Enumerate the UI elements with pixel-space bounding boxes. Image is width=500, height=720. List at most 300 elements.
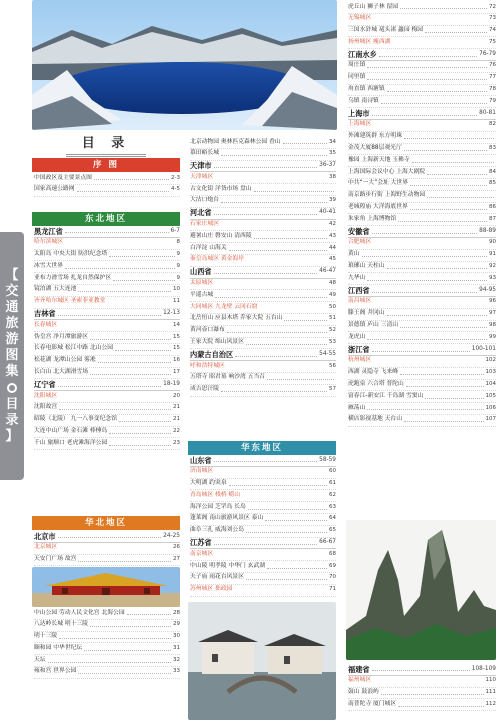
toc-entry[interactable] (34, 438, 180, 450)
dot-leader (372, 112, 478, 116)
dot-leader (367, 277, 487, 281)
toc-page-number: 15 (173, 333, 180, 340)
dot-leader (267, 565, 327, 569)
toc-page-number: 12-13 (163, 310, 180, 317)
toc-page-number: 75 (489, 38, 496, 45)
toc-page-number: 26 (173, 544, 180, 551)
toc-section-heading[interactable] (348, 49, 496, 61)
dot-leader (98, 359, 171, 363)
dot-leader (214, 270, 318, 274)
toc-page-number: 63 (329, 503, 336, 510)
col2-list-top (190, 137, 336, 397)
dot-leader (214, 164, 318, 168)
toc-entry-title: 大明湖 趵突泉 (190, 480, 227, 487)
toc-page-number: 11 (173, 298, 180, 305)
toc-entry[interactable] (190, 243, 336, 255)
toc-entry[interactable] (348, 297, 496, 309)
toc-page-number: 110 (485, 677, 496, 684)
toc-entry-title: 蓬莱阁 南山旅游风景区 泰山 (190, 515, 264, 522)
toc-page-number: 20 (173, 392, 180, 399)
dot-leader (404, 147, 487, 151)
dot-leader (235, 353, 317, 357)
col3-list-top (348, 2, 496, 427)
dot-leader (65, 229, 169, 233)
preface-list (34, 173, 180, 197)
side-tab-char: 通 (5, 300, 19, 315)
side-tab-char: 【 (5, 268, 19, 283)
toc-page-number: 86 (489, 204, 496, 211)
dot-leader (90, 336, 171, 340)
toc-entry-title: 山西省 (190, 267, 212, 277)
photo-crater-lake (32, 0, 337, 130)
toc-entry-title: 昭陵（北陵） 九一八事变纪念馆 (34, 416, 117, 423)
dot-leader (214, 458, 318, 462)
toc-entry[interactable] (348, 415, 496, 427)
toc-entry[interactable] (348, 699, 496, 711)
toc-entry[interactable] (34, 285, 180, 297)
toc-entry[interactable] (34, 632, 180, 644)
toc-page-number: 35 (329, 150, 336, 157)
toc-page-number: 14 (173, 321, 180, 328)
toc-entry-title: 无锡城区 (348, 15, 372, 22)
toc-entry-title: 大沽口炮台 (190, 197, 219, 204)
dot-leader (90, 371, 171, 375)
toc-entry-title: 国家高速公路网 (34, 186, 75, 193)
col3-list-bottom (348, 664, 496, 711)
toc-entry[interactable] (190, 490, 336, 502)
toc-page-number: 9 (176, 274, 180, 281)
side-tab-char: 集 (5, 364, 19, 379)
toc-entry-title: 古文化街 洋货市场 盘山 (190, 185, 252, 192)
toc-entry-title: 同里镇 (348, 74, 366, 81)
dot-leader (400, 5, 487, 9)
toc-section-heading[interactable] (34, 531, 180, 543)
toc-entry-title: 南京路步行街 上海野生动物园 (348, 192, 426, 199)
toc-entry[interactable] (34, 238, 180, 250)
toc-entry[interactable] (34, 344, 180, 356)
toc-section-heading[interactable] (190, 349, 336, 361)
dot-leader (254, 235, 327, 239)
banner-dongbei: 东北地区 (32, 212, 180, 226)
toc-entry[interactable] (34, 261, 180, 273)
banner-preface: 序 图 (32, 158, 180, 172)
toc-page-number: 60 (329, 468, 336, 475)
toc-entry[interactable] (190, 302, 336, 314)
photo-mountain-peaks (346, 520, 496, 660)
dot-leader (387, 88, 487, 92)
toc-entry[interactable] (348, 96, 496, 108)
banner-huabei: 华北地区 (32, 516, 180, 530)
toc-title (32, 132, 180, 157)
toc-entry-title: 安徽省 (348, 226, 370, 236)
toc-entry[interactable] (348, 26, 496, 38)
toc-section-heading[interactable] (190, 267, 336, 279)
toc-page-number: 49 (329, 291, 336, 298)
dot-leader (229, 247, 327, 251)
toc-entry-title: 大连中山广场 金石滩 棒棰岛 (34, 428, 108, 435)
dot-leader (227, 329, 327, 333)
toc-entry-title: 伪皇宫 净月潭旅游区 (34, 333, 89, 340)
toc-entry[interactable] (34, 173, 180, 185)
toc-entry[interactable] (348, 380, 496, 392)
toc-entry[interactable] (348, 403, 496, 415)
toc-page-number: 102 (485, 357, 496, 364)
toc-entry-title: 曲阜三孔 威海刘公岛 (190, 527, 245, 534)
toc-entry-title: 颐和园 中华世纪坛 (34, 644, 83, 651)
side-tab-char: 录 (5, 413, 19, 428)
photo-forbidden-city (32, 567, 180, 607)
toc-entry[interactable] (34, 297, 180, 309)
toc-entry-title: 五塔寺 昭君墓 响沙湾 五当召 (190, 374, 266, 381)
toc-page-number: 70 (329, 574, 336, 581)
toc-entry[interactable] (348, 179, 496, 191)
toc-entry[interactable] (34, 427, 180, 439)
toc-page-number: 80-81 (479, 109, 496, 116)
dot-leader (94, 176, 169, 180)
toc-entry[interactable] (348, 155, 496, 167)
toc-entry[interactable] (190, 502, 336, 514)
toc-entry[interactable] (34, 555, 180, 567)
toc-entry[interactable] (34, 655, 180, 667)
toc-page-number: 51 (329, 315, 336, 322)
toc-entry-title: 上海市 (348, 108, 370, 118)
toc-page-number: 72 (489, 3, 496, 10)
toc-section-heading[interactable] (348, 344, 496, 356)
toc-page-number: 42 (329, 221, 336, 228)
toc-entry-title: 黄河壶口瀑布 (190, 327, 225, 334)
toc-page-number: 46-47 (319, 268, 336, 275)
toc-page-number: 28 (173, 609, 180, 616)
toc-entry[interactable] (34, 620, 180, 632)
toc-entry-title: 王家大院 绵山风景区 (190, 339, 245, 346)
toc-page-number: 32 (173, 656, 180, 663)
toc-page-number: 69 (329, 562, 336, 569)
toc-entry-title: 南京城区 (190, 550, 214, 557)
toc-entry-title: 北岳恒山 应县木塔 乔家大院 五台山 (190, 315, 283, 322)
toc-entry[interactable] (190, 549, 336, 561)
dongbei-list (34, 226, 180, 450)
dot-leader (59, 635, 171, 639)
toc-entry-title: 吉林省 (34, 309, 56, 319)
toc-entry[interactable] (348, 309, 496, 321)
toc-section-heading[interactable] (190, 455, 336, 467)
toc-entry-title: 江西省 (348, 285, 370, 295)
toc-page-number: 43 (329, 232, 336, 239)
toc-entry-title: 齐齐哈尔城区 圣索菲亚教堂 (34, 298, 106, 305)
toc-entry[interactable] (190, 361, 336, 373)
toc-entry-title: 雁荡山 (348, 404, 366, 411)
toc-entry[interactable] (348, 273, 496, 285)
toc-entry-title: 平遥古城 (190, 291, 214, 298)
toc-entry-title: 避暑山庄 磐安山 清西陵 (190, 232, 252, 239)
toc-entry-title: 中国政区及主要景点图 (34, 174, 92, 181)
toc-entry-title: 石家庄城区 (190, 221, 219, 228)
toc-entry[interactable] (190, 279, 336, 291)
toc-entry[interactable] (348, 167, 496, 179)
toc-entry-title: 雍和宫 世界公园 (34, 668, 77, 675)
side-tab-dot-icon (7, 383, 17, 393)
toc-entry[interactable] (348, 61, 496, 73)
toc-page-number: 82 (489, 121, 496, 128)
dot-leader (425, 29, 487, 33)
toc-page-number: 10 (173, 286, 180, 293)
toc-entry[interactable] (348, 191, 496, 203)
toc-entry[interactable] (348, 688, 496, 700)
dot-leader (65, 265, 175, 269)
toc-entry[interactable] (348, 368, 496, 380)
toc-page-number: 111 (485, 689, 496, 696)
toc-section-heading[interactable] (190, 208, 336, 220)
toc-entry-title: 大同城区 九龙壁 云冈石窟 (190, 303, 258, 310)
toc-entry[interactable] (34, 332, 180, 344)
dot-leader (372, 348, 470, 352)
toc-page-number: 54-55 (319, 350, 336, 357)
dot-leader (410, 206, 487, 210)
dot-leader (404, 418, 483, 422)
toc-page-number: 76-79 (479, 50, 496, 57)
toc-entry[interactable] (190, 326, 336, 338)
toc-entry[interactable] (190, 467, 336, 479)
toc-entry-title: 河北省 (190, 208, 212, 218)
toc-entry[interactable] (190, 585, 336, 597)
toc-page-number: 17 (173, 369, 180, 376)
toc-entry[interactable] (348, 120, 496, 132)
toc-entry[interactable] (34, 356, 180, 368)
toc-section-heading[interactable] (348, 664, 496, 676)
dot-leader (400, 324, 487, 328)
huabei-list-bottom (34, 608, 180, 679)
toc-entry-title: 三国水浒城 鼋头渚 蠡园 梅园 (348, 27, 424, 34)
toc-entry[interactable] (34, 391, 180, 403)
toc-entry-title: 黑龙江省 (34, 226, 63, 236)
toc-entry[interactable] (34, 403, 180, 415)
toc-page-number: 65 (329, 527, 336, 534)
toc-page-number: 64 (329, 515, 336, 522)
huabei-list-top (34, 531, 180, 566)
toc-page-number: 88-89 (479, 227, 496, 234)
toc-entry-title: 济南城区 (190, 468, 214, 475)
toc-section-heading[interactable] (34, 379, 180, 391)
toc-entry[interactable] (348, 321, 496, 333)
toc-entry[interactable] (190, 220, 336, 232)
toc-page-number: 79 (489, 97, 496, 104)
toc-entry-title: 黄山 (348, 251, 360, 258)
toc-entry[interactable] (34, 320, 180, 332)
toc-entry-title: 老城隍庙 大洋海底世界 (348, 204, 408, 211)
toc-entry[interactable] (190, 479, 336, 491)
toc-entry[interactable] (190, 137, 336, 149)
dot-leader (109, 442, 171, 446)
toc-page-number: 56 (329, 362, 336, 369)
dot-leader (398, 703, 483, 707)
toc-page-number: 39 (329, 197, 336, 204)
toc-entry[interactable] (34, 543, 180, 555)
toc-entry-title: 杭州城区 (348, 357, 372, 364)
toc-entry-title: 北京城区 (34, 544, 58, 551)
toc-page-number: 66-67 (319, 539, 336, 546)
toc-entry[interactable] (190, 255, 336, 267)
toc-page-number: 21 (173, 404, 180, 411)
toc-entry[interactable] (348, 262, 496, 274)
toc-entry[interactable] (190, 290, 336, 302)
toc-entry[interactable] (34, 273, 180, 285)
toc-entry-title: 金茂大厦88层观光厅 (348, 145, 402, 152)
toc-entry-title: 豫园 上海新天地 玉佛寺 (348, 156, 410, 163)
dot-leader (127, 611, 171, 615)
toc-entry[interactable] (190, 172, 336, 184)
toc-entry-title: 福州城区 (348, 677, 372, 684)
toc-entry-title: 周庄镇 (348, 62, 366, 69)
toc-entry[interactable] (34, 608, 180, 620)
toc-page-number: 44 (329, 244, 336, 251)
toc-section-heading[interactable] (190, 161, 336, 173)
toc-entry-title: 江苏省 (190, 538, 212, 548)
toc-entry[interactable] (348, 238, 496, 250)
side-tab (0, 232, 24, 480)
toc-entry[interactable] (348, 2, 496, 14)
toc-section-heading[interactable] (348, 226, 496, 238)
toc-entry[interactable] (190, 231, 336, 243)
side-tab-char: 交 (5, 284, 19, 299)
toc-entry[interactable] (348, 332, 496, 344)
toc-entry-title: 朱家角 上海博物馆 (348, 215, 397, 222)
toc-entry[interactable] (190, 373, 336, 385)
toc-entry-title: 甪直镇 西塘镇 (348, 86, 385, 93)
toc-page-number: 15 (173, 345, 180, 352)
toc-entry[interactable] (34, 368, 180, 380)
dot-leader (427, 194, 494, 198)
toc-page-number: 78 (489, 86, 496, 93)
toc-entry-title: 千山 旅顺口 老虎滩海洋公园 (34, 439, 108, 446)
toc-entry-title: 成吉思汗陵 (190, 386, 219, 393)
dot-leader (78, 288, 171, 292)
toc-entry[interactable] (190, 385, 336, 397)
toc-entry-title: 浙江省 (348, 344, 370, 354)
toc-entry-title: 福建省 (348, 664, 370, 674)
dot-leader (221, 199, 327, 203)
toc-page-number: 45 (329, 256, 336, 263)
toc-entry[interactable] (348, 676, 496, 688)
toc-entry-title: 海洋公园 芝罘岛 长岛 (190, 503, 246, 510)
toc-page-number: 57 (329, 386, 336, 393)
toc-section-heading[interactable] (348, 285, 496, 297)
toc-entry[interactable] (348, 37, 496, 49)
toc-entry[interactable] (190, 338, 336, 350)
toc-entry[interactable] (348, 73, 496, 85)
dot-leader (406, 383, 484, 387)
toc-entry[interactable] (190, 149, 336, 161)
toc-entry[interactable] (348, 356, 496, 368)
toc-entry[interactable] (190, 561, 336, 573)
toc-entry-title: 南昌城区 (348, 298, 372, 305)
toc-entry-title: 镜泊湖 五大连池 (34, 286, 77, 293)
toc-page-number: 84 (489, 168, 496, 175)
toc-entry-title: 天安门广场 故宫 (34, 556, 77, 563)
side-tab-char: 目 (5, 397, 19, 412)
toc-entry-title: 九华山 (348, 274, 366, 281)
dot-leader (84, 647, 171, 651)
toc-page-number: 62 (329, 491, 336, 498)
toc-entry[interactable] (34, 250, 180, 262)
toc-entry[interactable] (34, 415, 180, 427)
toc-section-heading[interactable] (348, 108, 496, 120)
dot-leader (113, 277, 174, 281)
toc-page-number: 23 (173, 439, 180, 446)
toc-page-number: 31 (173, 644, 180, 651)
toc-entry-title: 长白山 北大湖滑雪场 (34, 369, 89, 376)
dot-leader (427, 171, 487, 175)
toc-page-number: 105 (485, 392, 496, 399)
toc-page-number: 27 (173, 556, 180, 563)
toc-entry[interactable] (34, 667, 180, 679)
dot-leader (367, 406, 483, 410)
toc-entry-title: 景德镇 庐山 三清山 (348, 322, 399, 329)
toc-entry[interactable] (34, 185, 180, 197)
toc-entry[interactable] (348, 144, 496, 156)
dot-leader (398, 218, 487, 222)
toc-entry-title: 外滩建筑群 东方明珠 (348, 133, 403, 140)
dot-leader (254, 188, 334, 192)
toc-section-heading[interactable] (34, 309, 180, 321)
toc-entry[interactable] (34, 643, 180, 655)
toc-entry[interactable] (190, 184, 336, 196)
toc-entry-title: 横店影视基地 天台山 (348, 416, 403, 423)
toc-page-number: 50 (329, 303, 336, 310)
toc-entry-title: 白洋淀 山海关 (190, 244, 227, 251)
toc-page-number: 53 (329, 339, 336, 346)
toc-entry[interactable] (190, 573, 336, 585)
toc-page-number: 29 (173, 621, 180, 628)
toc-page-number: 91 (489, 251, 496, 258)
toc-entry[interactable] (348, 14, 496, 26)
dot-leader (109, 253, 174, 257)
toc-entry-title: 苏州城区 拙政园 (190, 586, 233, 593)
toc-section-heading[interactable] (34, 226, 180, 238)
toc-entry[interactable] (348, 250, 496, 262)
toc-section-heading[interactable] (190, 538, 336, 550)
toc-entry-title: 明十三陵 (34, 633, 58, 640)
toc-page-number: 100-101 (471, 345, 496, 352)
toc-entry[interactable] (190, 314, 336, 326)
toc-entry-title: 北京市 (34, 531, 56, 541)
toc-entry[interactable] (190, 196, 336, 208)
toc-page-number: 8 (176, 239, 180, 246)
dot-leader (425, 395, 483, 399)
dot-leader (59, 406, 171, 410)
toc-entry-title: 富春江-新安江 千岛湖 雪窦山 (348, 392, 424, 399)
toc-page-number: 16 (173, 357, 180, 364)
toc-entry[interactable] (190, 526, 336, 538)
toc-page-number: 76 (489, 62, 496, 69)
toc-entry[interactable] (348, 391, 496, 403)
toc-page-number: 58-59 (319, 456, 336, 463)
toc-entry[interactable] (190, 514, 336, 526)
toc-entry-title: 长春城区 (34, 321, 58, 328)
toc-entry[interactable] (348, 203, 496, 215)
toc-entry-title: 青岛城区 栈桥 崂山 (190, 491, 241, 498)
toc-entry[interactable] (348, 85, 496, 97)
toc-page-number: 38 (329, 173, 336, 180)
toc-entry[interactable] (348, 132, 496, 144)
toc-entry[interactable] (348, 214, 496, 226)
dot-leader (412, 159, 494, 163)
toc-entry-title: 北京动物园 奥林匹克森林公园 香山 (190, 138, 281, 145)
toc-entry-title: 江南水乡 (348, 49, 377, 59)
huadong-list (190, 455, 336, 597)
dot-leader (367, 64, 487, 68)
toc-entry-title: 天坛 (34, 656, 46, 663)
toc-page-number: 24-25 (163, 532, 180, 539)
